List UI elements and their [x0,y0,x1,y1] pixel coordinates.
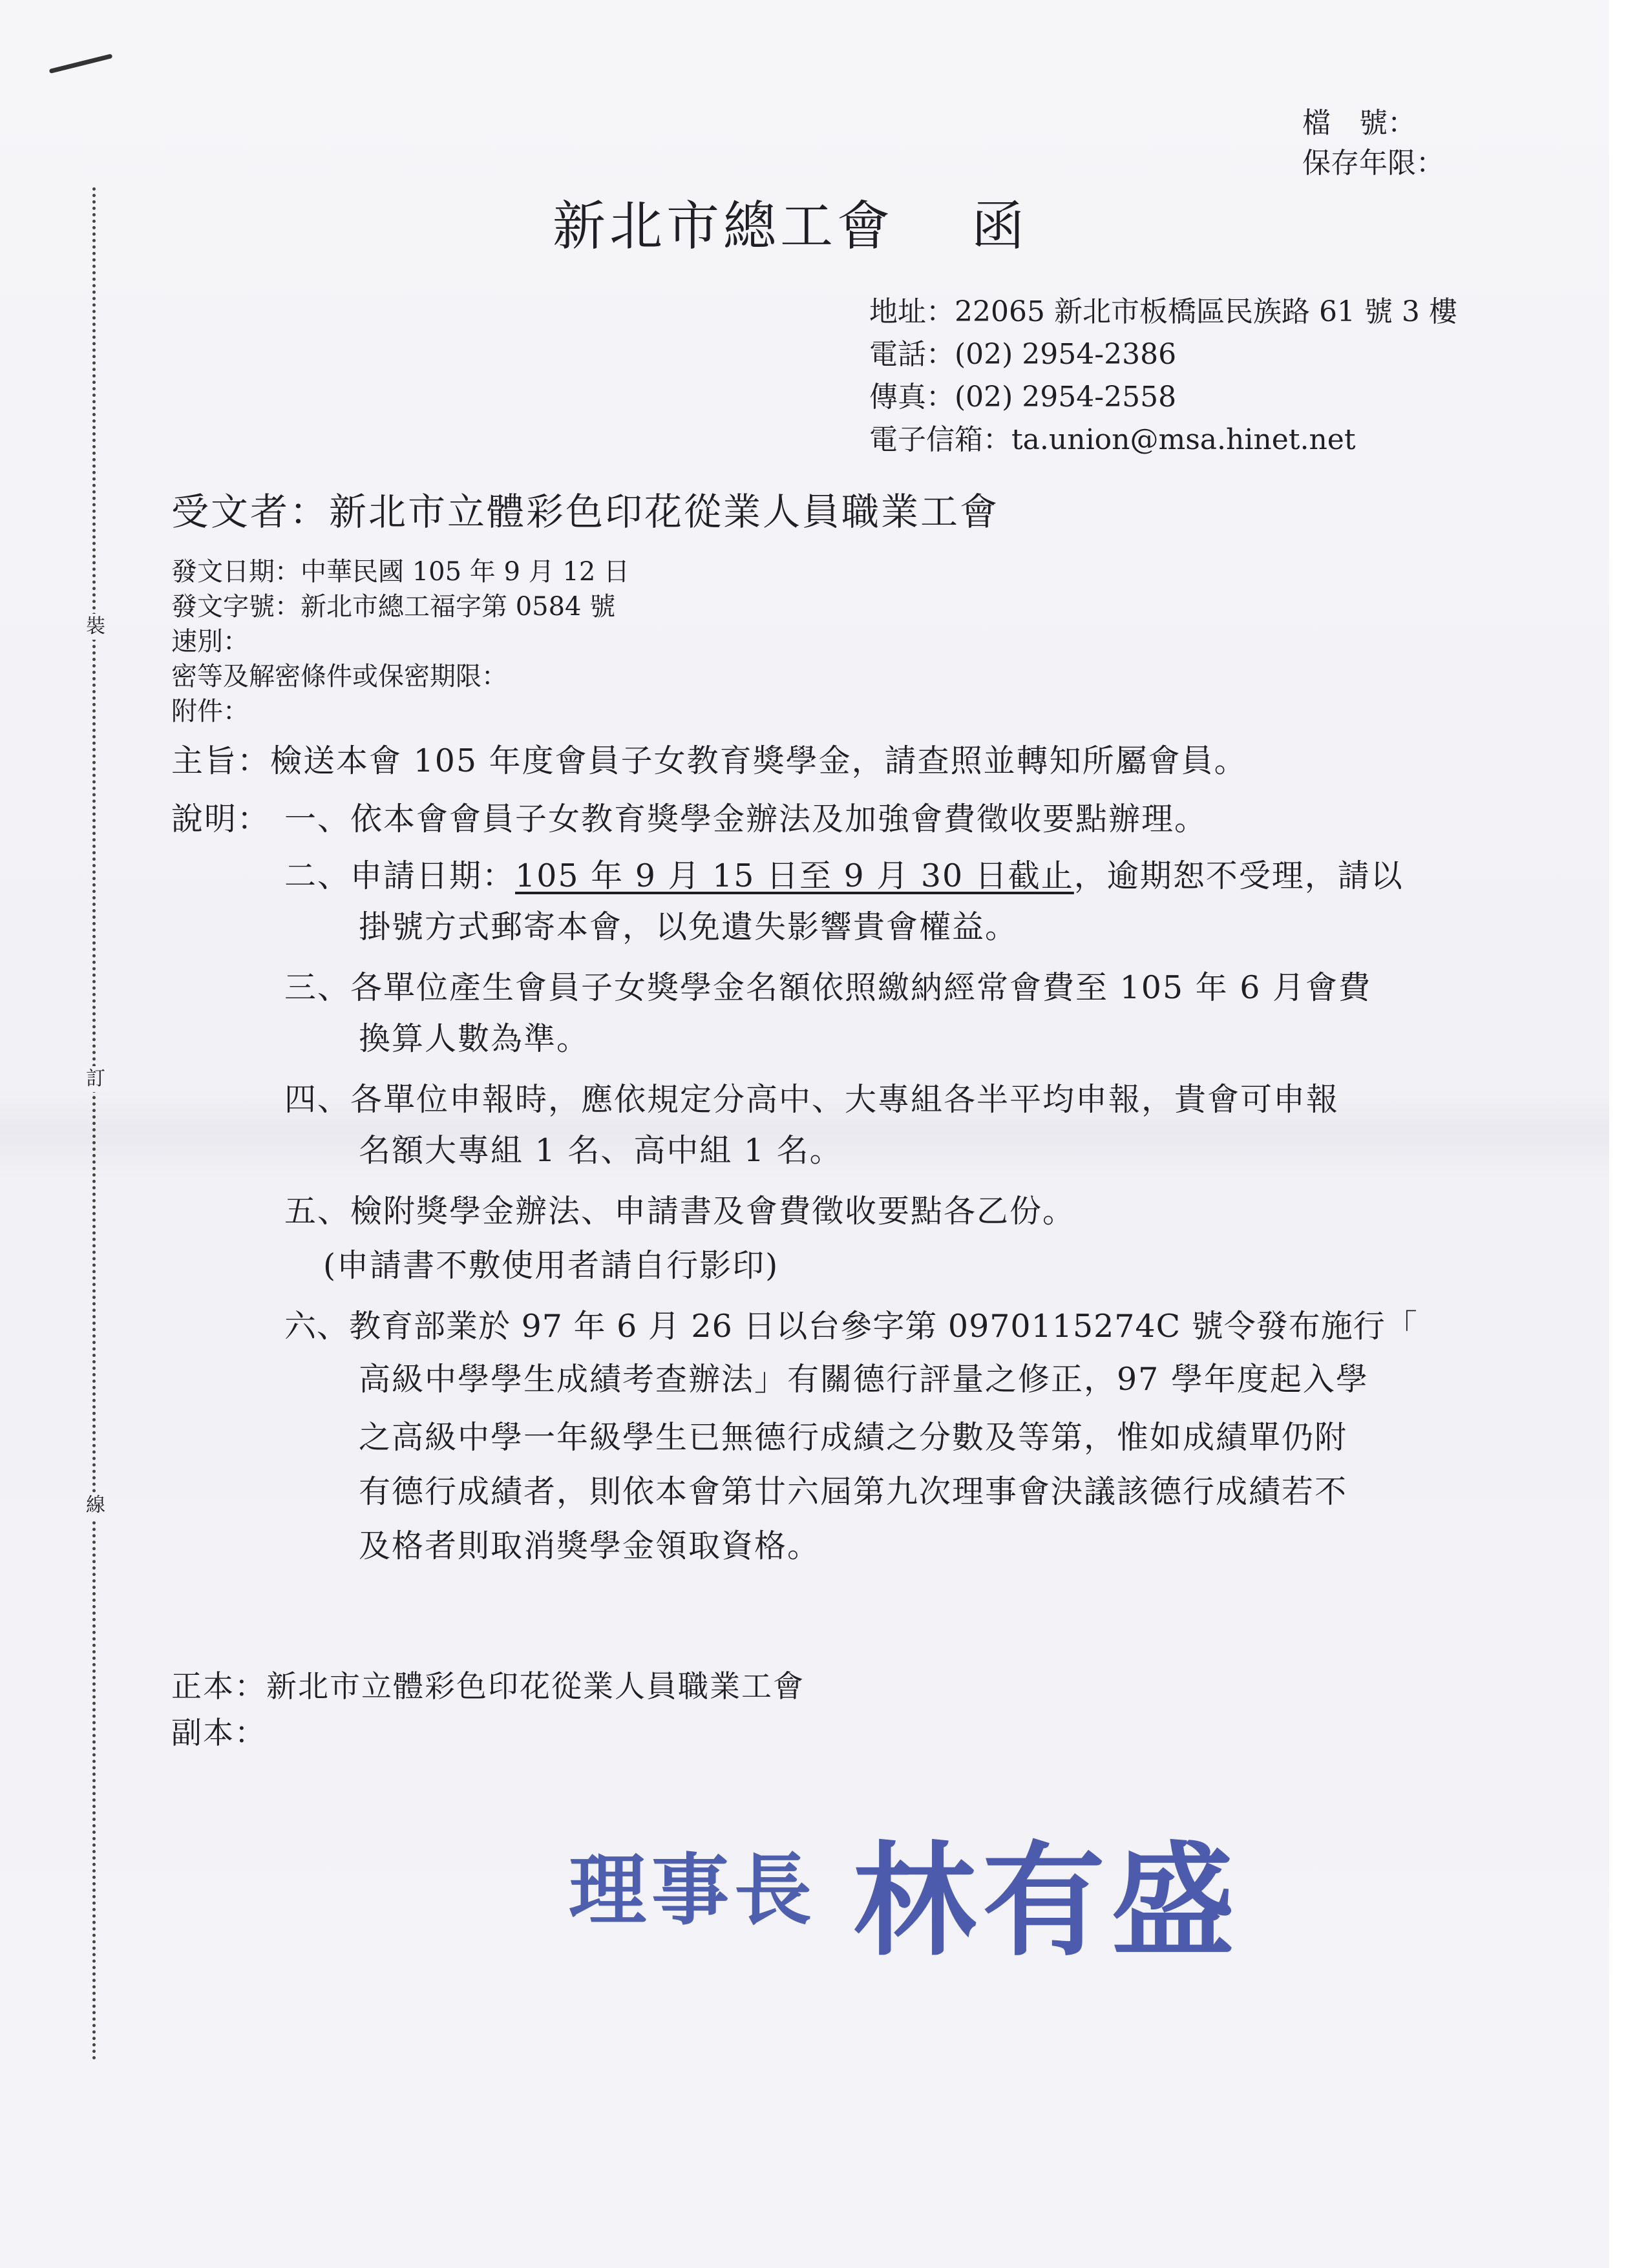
explanation-item-5: 五、檢附獎學金辦法、申請書及會費徵收要點各乙份。 [284,1193,1076,1230]
explanation-item-3: 三、各單位產生會員子女獎學金名額依照繳納經常會費至 105 年 6 月會費 [284,969,1372,1006]
explanation-item-6-line-2: 高級中學學生成績考查辦法」有關德行評量之修正，97 學年度起入學 [359,1361,1369,1398]
explanation-label: 說明： [171,801,271,837]
explanation-item-2 [284,854,1404,899]
explanation-item-3-line-2: 換算人數為準。 [359,1020,590,1057]
fax: 傳真：(02) 2954-2558 [869,381,1177,414]
address: 地址：22065 新北市板橋區民族路 61 號 3 樓 [869,295,1457,328]
explanation-item-2-line-2: 掛號方式郵寄本會，以免遺失影響貴會權益。 [359,908,1019,945]
retention-label: 保存年限： [1302,147,1444,180]
explanation-item-6: 六、教育部業於 97 年 6 月 26 日以台參字第 0970115274C 號令發布施行「 [284,1308,1418,1345]
email: 電子信箱：ta.union@msa.hinet.net [869,423,1356,456]
pen-mark [49,54,113,74]
explanation-item-6-line-4: 有德行成績者，則依本會第廿六屆第九次理事會決議該德行成績若不 [359,1473,1348,1510]
binding-char-zhuang: 裝 [83,614,109,640]
file-number-label: 檔 號： [1302,107,1416,140]
recipient: 受文者：新北市立體彩色印花從業人員職業工會 [171,490,1000,534]
signature-name: 林有盛 [853,1829,1241,1973]
explanation-item-6-line-3: 之高級中學一年級學生已無德行成績之分數及等第，惟如成績單仍附 [359,1419,1348,1456]
chairman-signature-stamp [569,1803,1299,1973]
binding-char-ding: 訂 [83,1066,109,1092]
application-period: 105 年 9 月 15 日至 9 月 30 日截止 [515,857,1074,894]
original-copy: 正本：新北市立體彩色印花從業人員職業工會 [171,1669,805,1705]
dispatch-meta [171,554,629,729]
document-title: 新北市總工會 函 [553,196,1029,257]
copy-distribution [171,1664,805,1757]
explanation-item-5-note: (申請書不敷使用者請自行影印) [323,1247,779,1284]
speed-label: 速別： [171,627,249,656]
file-info [1302,103,1444,184]
phone: 電話：(02) 2954-2386 [869,338,1177,371]
dispatch-date: 發文日期：中華民國 105 年 9 月 12 日 [171,557,629,587]
explanation-item-4-line-2: 名額大專組 1 名、高中組 1 名。 [359,1132,843,1169]
binding-char-xian: 線 [83,1493,109,1518]
explanation-item-6-line-5: 及格者則取消獎學金領取資格。 [359,1528,821,1564]
secrecy-label: 密等及解密條件或保密期限： [171,662,507,691]
explanation-item-1: 一、依本會會員子女教育獎學金辦法及加強會費徵收要點辦理。 [284,801,1208,837]
scan-edge [1609,0,1648,2268]
sender-contact [869,291,1457,461]
item-2-prefix: 二、申請日期： [284,857,516,894]
attachment-label: 附件： [171,697,249,726]
explanation-item-4: 四、各單位申報時，應依規定分高中、大專組各半平均申報，貴會可申報 [284,1081,1340,1118]
subject: 主旨：檢送本會 105 年度會員子女教育獎學金，請查照並轉知所屬會員。 [171,742,1247,779]
signature-title: 理事長 [569,1845,817,1936]
duplicate-copy: 副本： [171,1716,266,1751]
binding-line [92,187,96,2061]
reference-number: 發文字號：新北市總工福字第 0584 號 [171,592,616,622]
item-2-suffix: ，逾期恕不受理，請以 [1073,857,1404,894]
